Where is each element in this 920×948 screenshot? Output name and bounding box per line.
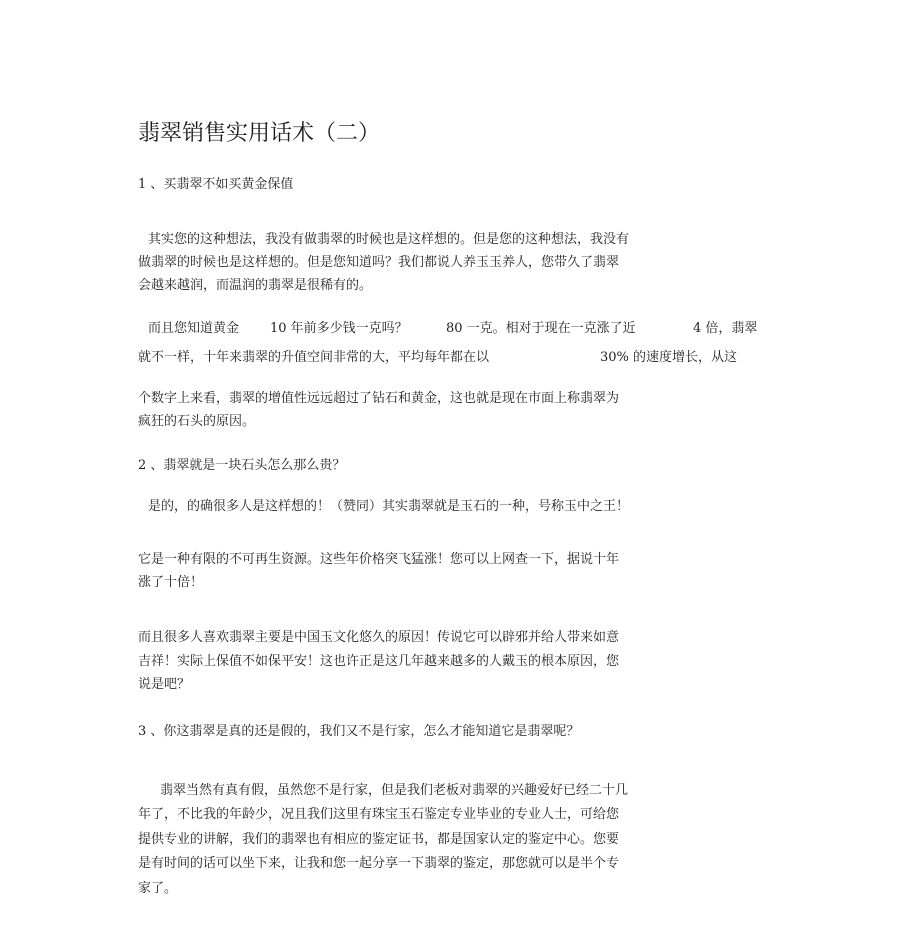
section-3-para1-line4: 是有时间的话可以坐下来，让我和您一起分享一下翡翠的鉴定，那您就可以是半个专: [138, 856, 620, 871]
section-3-para1-line1: 翡翠当然有真有假，虽然您不是行家，但是我们老板对翡翠的兴趣爱好已经二十几: [160, 783, 629, 798]
section-1-para2-line1-part1: 而且您知道黄金: [148, 321, 240, 336]
section-1-para2-line1-part2: 10 年前多少钱一克吗？: [270, 321, 408, 336]
section-2-para2-line1: 它是一种有限的不可再生资源。这些年价格突飞猛涨！您可以上网查一下，据说十年: [138, 552, 620, 567]
section-1-para2-line1-part4: 4 倍，翡翠: [693, 321, 758, 336]
section-2-para3-line2: 吉祥！实际上保值不如保平安！这也许正是这几年越来越多的人戴玉的根本原因，您: [138, 654, 620, 669]
section-2-para2-line2: 涨了十倍！: [138, 575, 204, 590]
section-3-para1-line2: 年了，不比我的年龄少，况且我们这里有珠宝玉石鉴定专业毕业的专业人士，可给您: [138, 807, 620, 822]
section-1-para2-line4: 疯狂的石头的原因。: [138, 414, 256, 429]
section-1-para2-line3: 个数字上来看，翡翠的增值性远远超过了钻石和黄金，这也就是现在市面上称翡翠为: [138, 391, 620, 406]
section-1-para1-line2: 做翡翠的时候也是这样想的。但是您知道吗？我们都说人养玉玉养人，您带久了翡翠: [138, 255, 620, 270]
page-title: 翡翠销售实用话术（二）: [138, 121, 381, 146]
section-1-para1-line1: 其实您的这种想法，我没有做翡翠的时候也是这样想的。但是您的这种想法，我没有: [148, 232, 630, 247]
section-1-para2-line2-part1: 就不一样，十年来翡翠的升值空间非常的大，平均每年都在以: [138, 350, 490, 365]
section-3-heading: 3 、你这翡翠是真的还是假的，我们又不是行家，怎么才能知道它是翡翠呢？: [138, 724, 580, 739]
section-3-para1-line3: 提供专业的讲解，我们的翡翠也有相应的鉴定证书，都是国家认定的鉴定中心。您要: [138, 832, 620, 847]
section-2-heading: 2 、翡翠就是一块石头怎么那么贵？: [138, 458, 346, 473]
section-1-heading: 1 、买翡翠不如买黄金保值: [138, 177, 294, 192]
section-1-para2-line2-part2: 30% 的速度增长，从这: [600, 350, 738, 365]
section-2-para3-line3: 说是吧？: [138, 677, 191, 692]
section-3-para1-line5: 家了。: [138, 881, 178, 896]
section-1-para1-line3: 会越来越润，而温润的翡翠是很稀有的。: [138, 278, 373, 293]
section-2-para3-line1: 而且很多人喜欢翡翠主要是中国玉文化悠久的原因！传说它可以辟邪并给人带来如意: [138, 630, 620, 645]
section-2-para1: 是的，的确很多人是这样想的！（赞同）其实翡翠就是玉石的一种，号称玉中之王！: [148, 499, 630, 514]
section-1-para2-line1-part3: 80 一克。相对于现在一克涨了近: [446, 321, 636, 336]
